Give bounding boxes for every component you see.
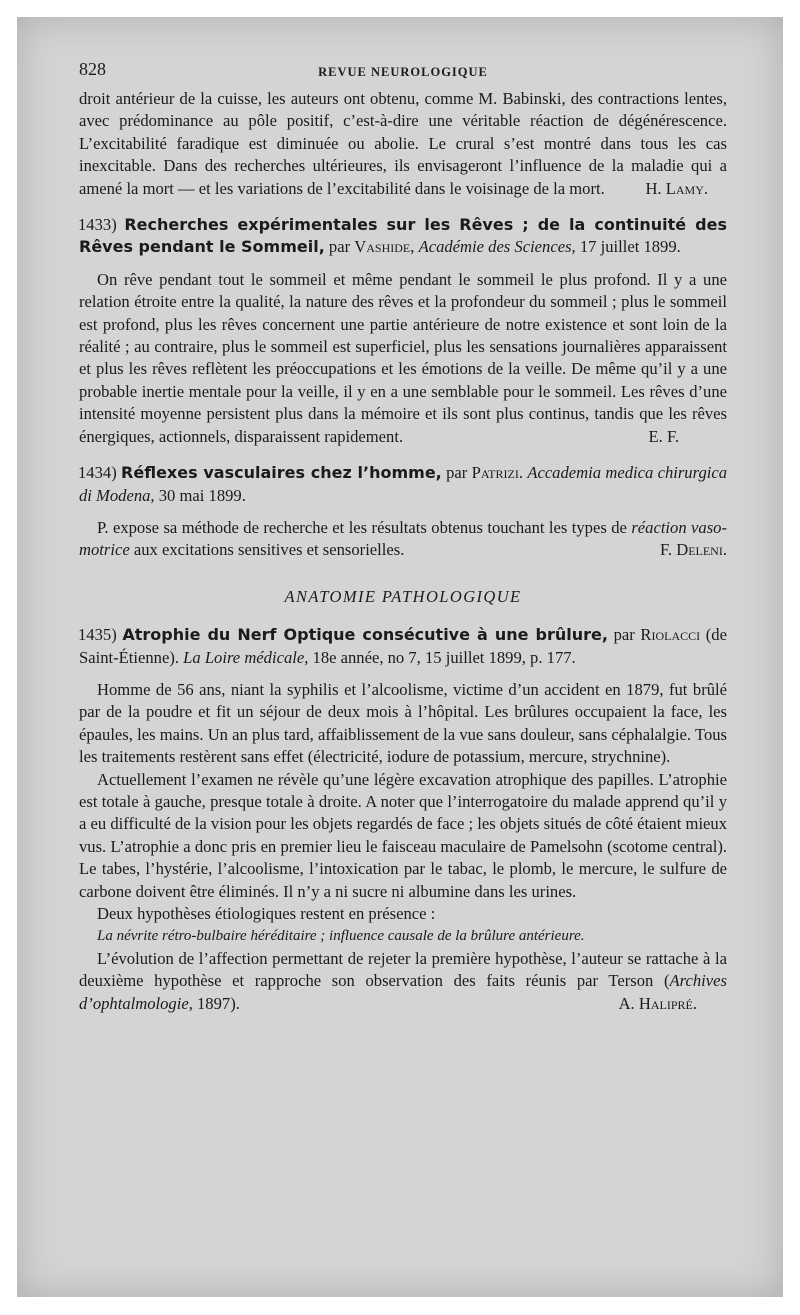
entry-source: La Loire médicale, xyxy=(183,647,309,667)
running-header xyxy=(79,58,727,88)
paragraph-text: L’évolution de l’affection permettant de rejeter la première hypothèse, l’auteur se rattache à la deuxième hypothèse et rapproche son observation des faits réunis par Terson ( xyxy=(79,948,727,991)
journal-page xyxy=(79,58,727,1015)
entry-1435-paragraph-2: Actuellement l’examen ne révèle qu’une légère excavation atrophique des papilles. L’atrophie est totale à gauche, presque totale à droite. A noter que l’interrogatoire du malade apprend qu’il y a eu difficulté de la vision pour les objets regardés de face ; les objets situés de côté étaient mieux vus. L’atrophie a donc pris en premier lieu le faisceau maculaire de Pamelsohn (scotome central). Le tabes, l’hystérie, l’alcoolisme, l’intoxication par le tabac, le plomb, le mercure, le sulfure de carbone doivent être éliminés. Il n’y a ni sucre ni albumine dans les urines. xyxy=(79,769,728,901)
intro-paragraph xyxy=(79,88,727,200)
entry-signature: E. F. xyxy=(648,426,679,446)
entry-1433-heading xyxy=(79,214,727,259)
entry-source: Accademia medica chirurgica di Modena, xyxy=(79,463,728,505)
entry-title: Réflexes vasculaires chez l’homme, xyxy=(121,463,442,483)
entry-signature: F. Deleni. xyxy=(660,540,727,560)
entry-signature: A. Halipré. xyxy=(618,993,697,1013)
paragraph-text-end: 1897). xyxy=(197,993,240,1013)
entry-1433-body xyxy=(79,269,727,448)
entry-by: par xyxy=(613,625,635,645)
entry-date: 30 mai 1899. xyxy=(158,485,246,505)
entry-place: (de Saint-Étienne). xyxy=(79,625,727,667)
entry-1435-paragraph-1: Homme de 56 ans, niant la syphilis et l’alcoolisme, victime d’un accident en 1879, fut brûlé par de la poudre et fit un séjour de deux mois à l’hôpital. Les brûlures occupaient la face, les épaules, les mains. Un an plus tard, affaiblissement de la vue sans douleur, sans céphalalgie. Tous les traitements restèrent sans effet (électricité, iodure de potassium, mercure, strychnine). xyxy=(79,679,727,767)
entry-body-text-end: aux excitations sensitives et sensorielles. xyxy=(133,540,405,560)
entry-body-text: On rêve pendant tout le sommeil et même pendant le sommeil le plus profond. Il y a une relation étroite entre la qualité, la nature des rêves et la profondeur du sommeil ; plus le sommeil est profond, plus les rêves concernent une partie antérieure de notre existence et sont loin de la réalité ; au contraire, plus le sommeil est superficiel, plus les sensations journalières apparaissent et plus les rêves reflètent les préoccupations et les émotions de la veille. De même qu’il y a une probable inertie mentale pour la veille, il y en a une semblable pour le sommeil. Les rêves d’une intensité moyenne persistent plus dans la mémoire et ils sont plus continus, tandis que les rêves énergiques, actionnels, disparaissent rapidement. xyxy=(79,269,727,446)
paragraph-source: Archives d’ophtalmologie, xyxy=(79,971,727,1013)
entry-number: 1435) xyxy=(78,625,117,645)
entry-body-italic: réaction vaso-motrice xyxy=(79,517,727,560)
entry-source: Académie des Sciences, xyxy=(418,237,576,257)
page-number: 828 xyxy=(79,59,106,79)
entry-1434-heading xyxy=(79,462,727,507)
entry-body-text: P. expose sa méthode de recherche et les résultats obtenus touchant les types de xyxy=(97,517,627,537)
journal-title: REVUE NEUROLOGIQUE xyxy=(318,65,488,79)
entry-date: 17 juillet 1899. xyxy=(579,237,681,257)
entry-by: par xyxy=(328,237,351,257)
entry-1435-hypotheses: La névrite rétro-bulbaire héréditaire ; influence causale de la brûlure antérieure. xyxy=(97,928,585,945)
entry-1435-paragraph-4 xyxy=(79,948,727,1015)
entry-author: Patrizi. xyxy=(471,463,523,483)
entry-author: Riolacci xyxy=(640,625,701,645)
entry-by: par xyxy=(446,463,468,483)
entry-number: 1433) xyxy=(78,215,117,235)
intro-text: droit antérieur de la cuisse, les auteurs ont obtenu, comme M. Babinski, des contractions lentes, avec prédominance au pôle positif, c’est-à-dire une véritable réaction de dégénérescence. L’excitabilité faradique est diminuée ou abolie. Le crural s’est montré dans tous les cas inexcitable. Dans des recherches ultérieures, ils envisageront l’influence de la maladie qui a amené la mort — et les variations de l’excitabilité dans le voisinage de la mort. xyxy=(79,89,727,198)
entry-1435-paragraph-3: Deux hypothèses étiologiques restent en présence : xyxy=(97,904,436,923)
intro-signature: H. Lamy. xyxy=(645,178,709,198)
entry-1434-body xyxy=(79,517,727,562)
entry-details: 18e année, no 7, 15 juillet 1899, p. 177. xyxy=(312,647,576,667)
entry-1435-heading xyxy=(79,624,727,669)
section-heading: ANATOMIE PATHOLOGIQUE xyxy=(284,586,522,606)
entry-title: Atrophie du Nerf Optique consécutive à une brûlure, xyxy=(122,625,608,645)
entry-number: 1434) xyxy=(78,463,117,483)
entry-author: Vashide, xyxy=(354,237,415,257)
entry-title: Recherches expérimentales sur les Rêves ; de la continuité des Rêves pendant le Sommeil, xyxy=(79,215,727,257)
